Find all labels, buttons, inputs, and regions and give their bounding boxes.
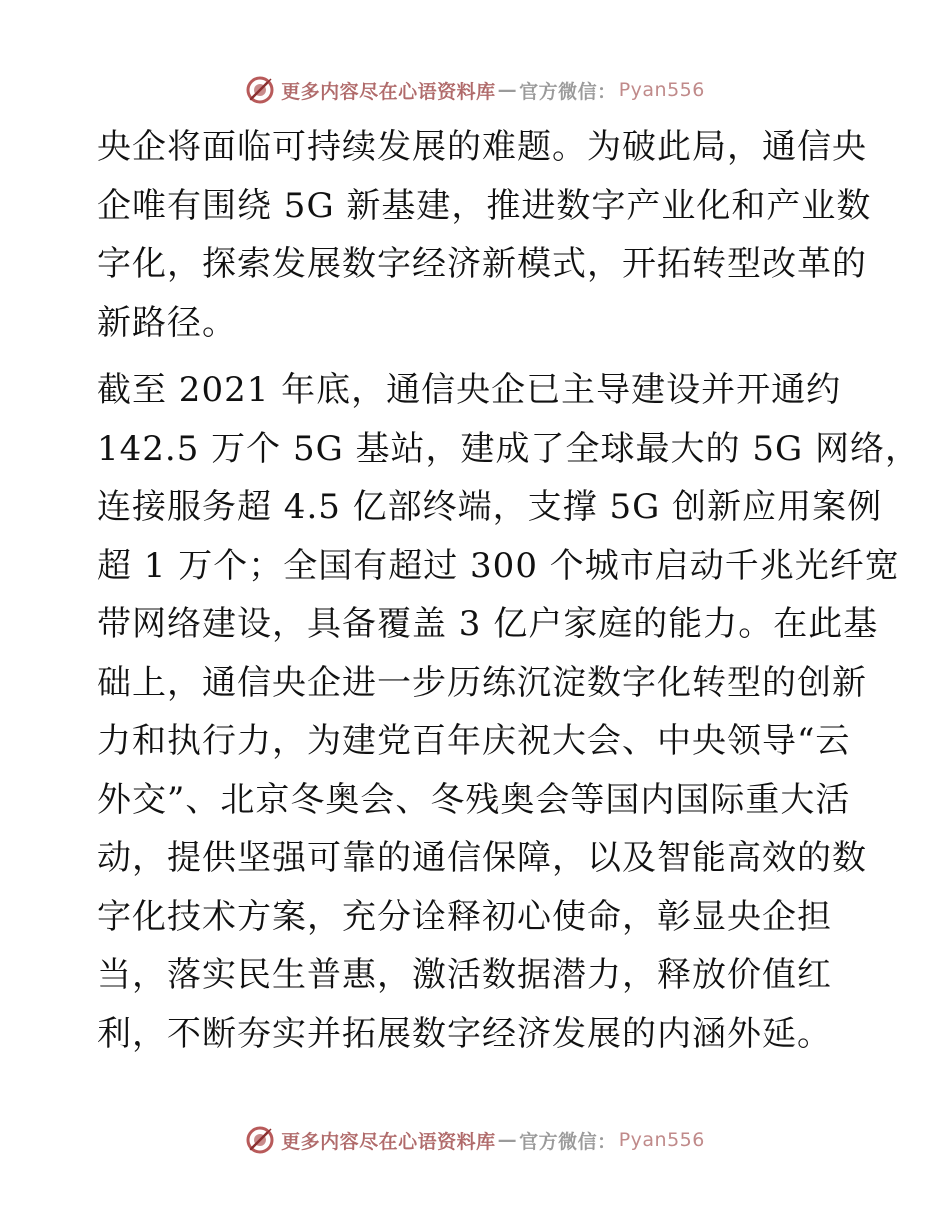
text-line: 础上，通信央企进一步历练沉淀数字化转型的创新 xyxy=(97,662,867,703)
text-line: 超 1 万个；全国有超过 300 个城市启动千兆光纤宽 xyxy=(97,545,900,586)
watermark-label: 更多内容尽在心语资料库 xyxy=(281,80,496,103)
text-line: 外交”、北京冬奥会、冬残奥会等国内国际重大活 xyxy=(97,779,851,820)
watermark-official: 官方微信： xyxy=(519,1130,617,1153)
text-line: 当，落实民生普惠，激活数据潜力，释放价值红 xyxy=(97,955,832,995)
text-line: 动，提供坚强可靠的通信保障，以及智能高效的数 xyxy=(97,838,867,878)
paragraph-2 xyxy=(97,361,920,1063)
footer-watermark xyxy=(0,1120,950,1160)
text-line: 截至 2021 年底，通信央企已主导建设并开通约 xyxy=(97,370,842,410)
text-line: 带网络建设，具备覆盖 3 亿户家庭的能力。在此基 xyxy=(97,604,879,644)
text-line: 字化，探索发展数字经济新模式，开拓转型改革的 xyxy=(97,244,867,284)
seal-pen-icon xyxy=(245,75,275,105)
text-line: 连接服务超 4.5 亿部终端，支撑 5G 创新应用案例 xyxy=(97,487,883,527)
text-line: 利，不断夯实并拓展数字经济发展的内涵外延。 xyxy=(97,1013,832,1054)
text-line: 力和执行力，为建党百年庆祝大会、中央领导“云 xyxy=(97,721,851,761)
text-line: 新路径。 xyxy=(97,302,237,343)
header-watermark xyxy=(0,70,950,110)
paragraph-1 xyxy=(97,118,872,352)
watermark-separator: — xyxy=(497,1129,518,1151)
watermark-account: Pyan556 xyxy=(618,1129,705,1151)
text-line: 字化技术方案，充分诠释初心使命，彰显央企担 xyxy=(97,896,832,937)
document-body xyxy=(97,118,920,1063)
seal-pen-icon xyxy=(245,1125,275,1155)
watermark-official: 官方微信： xyxy=(519,80,617,103)
text-line: 央企将面临可持续发展的难题。为破此局，通信央 xyxy=(97,127,867,167)
watermark-account: Pyan556 xyxy=(618,79,705,101)
watermark-separator: — xyxy=(497,79,518,101)
text-line: 142.5 万个 5G 基站，建成了全球最大的 5G 网络， xyxy=(97,428,920,469)
text-line: 企唯有围绕 5G 新基建，推进数字产业化和产业数 xyxy=(97,185,872,226)
watermark-label: 更多内容尽在心语资料库 xyxy=(281,1130,496,1153)
